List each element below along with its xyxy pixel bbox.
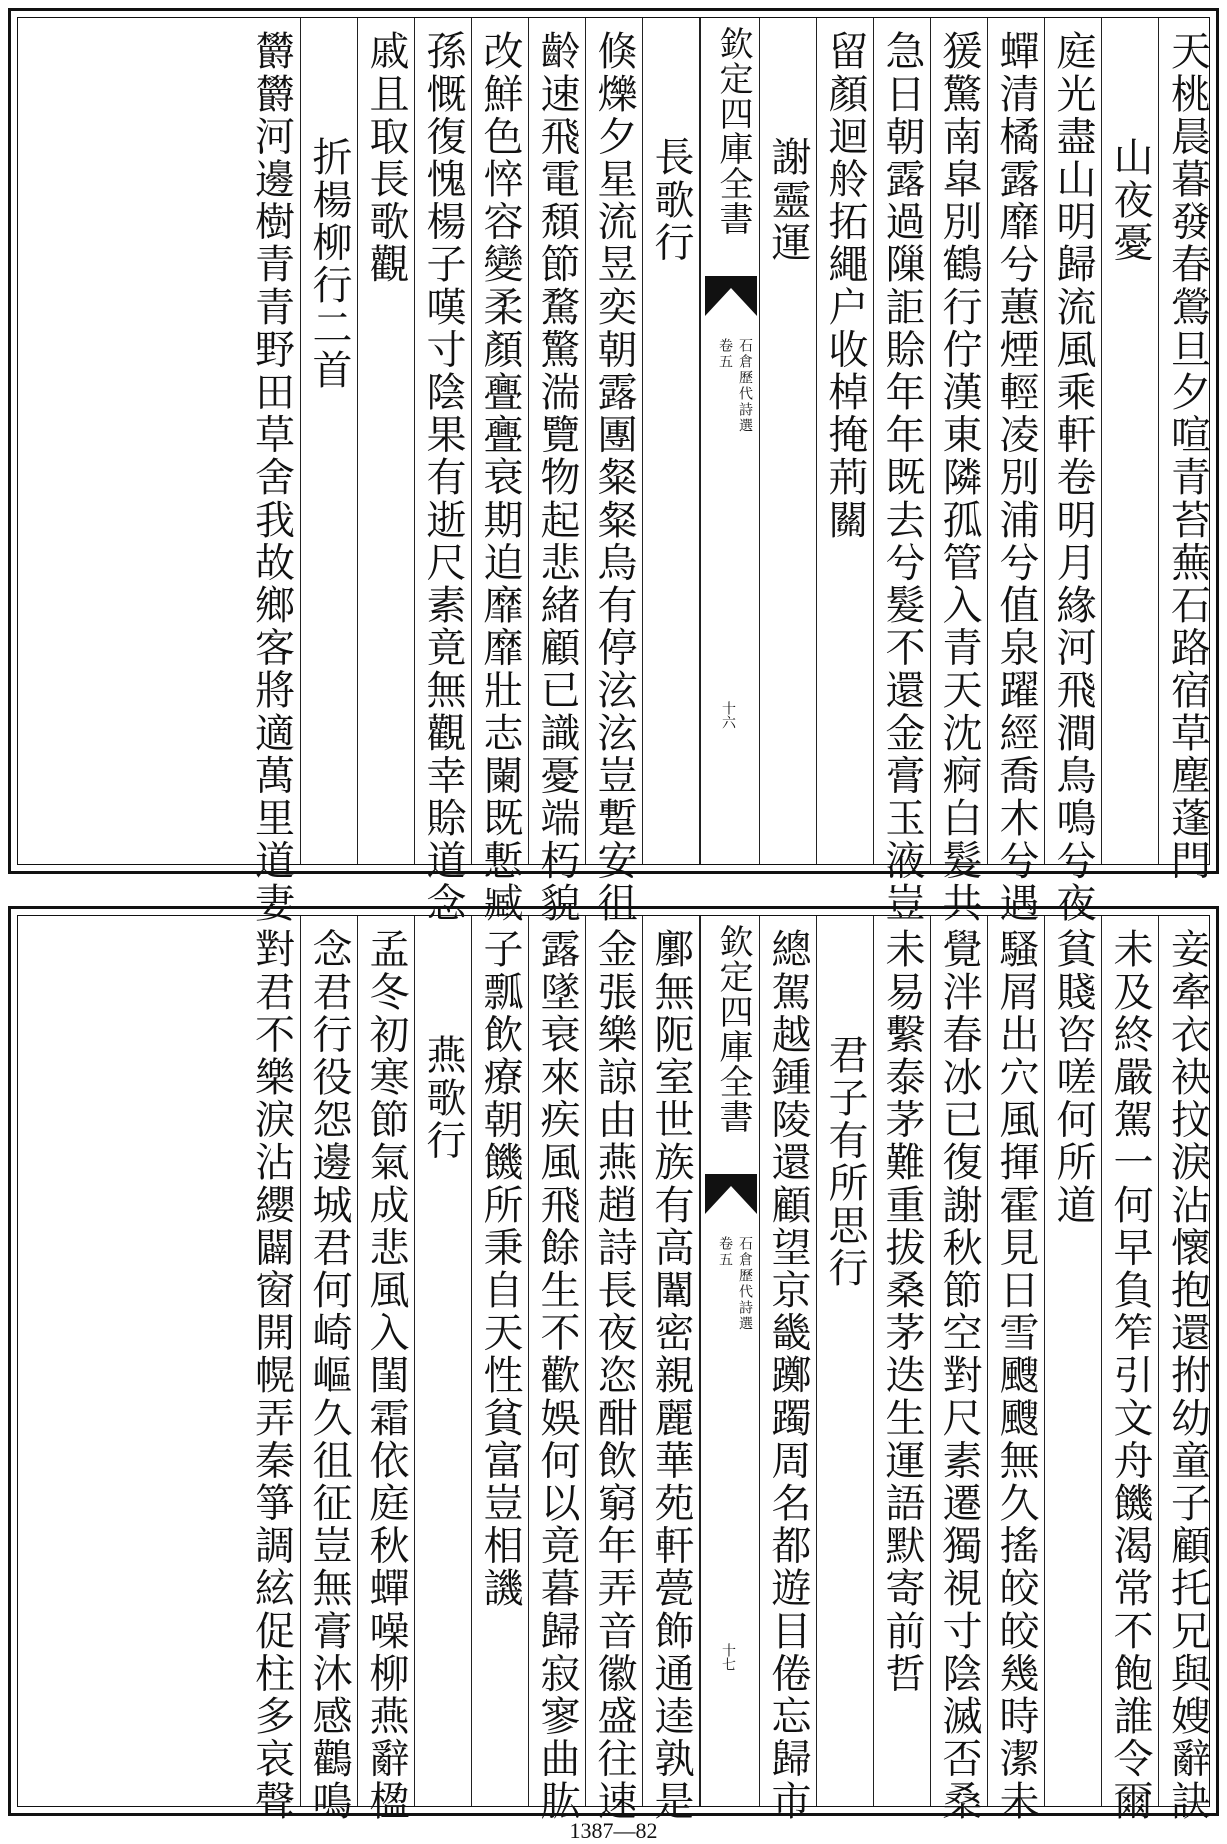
fold-book-title: 石倉歷代詩選 <box>737 338 753 434</box>
text-column <box>1045 916 1102 1806</box>
column-text: 未易繫泰茅難重拔桑茅迭生運語默寄前哲 <box>879 928 925 1695</box>
column-text: 鄽無阨室世族有高闈密親麗華苑軒甍飾通逵孰是 <box>648 928 694 1823</box>
column-text: 金張樂諒由燕趙詩長夜恣酣飲窮年弄音徽盛往速 <box>591 928 637 1823</box>
column-text: 天桃晨暮發春鶯旦夕喧青苔蕪石路宿草塵蓬門 <box>1164 30 1211 882</box>
author-column <box>760 18 817 864</box>
text-column <box>358 916 415 1823</box>
text-column <box>1045 18 1102 925</box>
text-column <box>1102 916 1159 1823</box>
text-column <box>18 916 301 1823</box>
column-text: 子瓢飲療朝饑所秉自天性貧富豈相譏 <box>477 928 523 1610</box>
column-text: 未及終嚴駕一何早負笮引文舟饑渴常不飽誰令爾 <box>1107 928 1153 1823</box>
poem-title-column <box>1102 18 1159 864</box>
column-text: 蟬清橘露靡兮蕙煙輕凌別浦兮值泉躍經喬木兮遇 <box>993 30 1039 925</box>
column-text: 急日朝露過隟詎賒年年既去兮髮不還金膏玉液豈 <box>879 30 925 925</box>
fold-column <box>700 18 760 864</box>
text-column <box>931 916 988 1823</box>
poem-title-column <box>301 18 358 864</box>
poem-title: 山夜憂 <box>1107 136 1153 264</box>
text-column <box>529 18 586 925</box>
poem-title-column <box>643 18 700 864</box>
fold-juan: 卷五 <box>717 338 733 370</box>
text-column <box>1159 916 1216 1823</box>
text-column <box>586 18 643 925</box>
text-column <box>988 916 1045 1823</box>
fold-book-title: 石倉歷代詩選 <box>737 1236 753 1332</box>
text-column <box>472 916 529 1806</box>
column-text: 戚且取長歌觀 <box>363 30 409 286</box>
column-text: 倏爍夕星流昱奕朝露團粲粲烏有停泫泫豈蹔安徂 <box>591 30 637 925</box>
poem-title: 君子有所思行 <box>822 1034 868 1290</box>
fold-page-number: 十七 <box>720 1643 736 1671</box>
text-column <box>874 916 931 1806</box>
page-block-bottom <box>8 906 1219 1823</box>
poem-title: 折楊柳行二首 <box>306 136 352 392</box>
column-text: 孫慨復愧楊子嘆寸陰果有逝尺素竟無觀幸賒道念 <box>420 30 466 925</box>
poem-title-column <box>415 916 472 1806</box>
column-text: 覺泮春冰已復謝秋節空對尺素遷獨視寸陰滅否桑 <box>936 928 982 1823</box>
column-text: 貧賤咨嗟何所道 <box>1050 928 1096 1227</box>
column-text: 齡速飛電頹節騖驚湍覽物起悲緒顧已識憂端朽貌 <box>534 30 580 925</box>
text-column <box>988 18 1045 925</box>
text-column <box>301 916 358 1823</box>
poem-title-column <box>817 916 874 1806</box>
text-column <box>18 18 301 925</box>
fish-tail-ornament <box>705 276 757 316</box>
block-frame-top <box>17 17 1211 925</box>
column-text: 露墜衰來疾風飛餘生不歡娛何以竟暮歸寂寥曲肱 <box>534 928 580 1823</box>
fish-tail-ornament <box>705 1174 757 1214</box>
block-frame-bottom <box>17 915 1211 1823</box>
text-column <box>415 18 472 925</box>
poem-title: 長歌行 <box>648 136 694 264</box>
page-number-footer: 1387—82 <box>569 1818 658 1843</box>
text-column <box>760 916 817 1823</box>
fold-page-number: 十六 <box>720 701 736 729</box>
column-text: 總駕越鍾陵還顧望京畿躑躅周名都遊目倦忘歸市 <box>765 928 811 1823</box>
column-text: 念君行役怨邊城君何崎嶇久徂征豈無膏沐感鸛鳴 <box>306 928 352 1823</box>
text-column <box>472 18 529 925</box>
author-name: 謝靈運 <box>765 136 811 264</box>
text-column <box>643 916 700 1823</box>
column-text: 欝欝河邊樹青青野田草舍我故鄉客將適萬里道妻 <box>248 30 295 925</box>
text-column <box>586 916 643 1823</box>
page-block-top <box>8 8 1219 925</box>
fold-juan: 卷五 <box>717 1236 733 1268</box>
fold-title: 欽定四庫全書 <box>713 26 753 236</box>
text-column <box>358 18 415 864</box>
text-column <box>817 18 874 864</box>
fold-column <box>700 916 760 1806</box>
text-column <box>1159 18 1216 882</box>
column-text: 妾牽衣袂抆淚沾懷抱還拊幼童子顧托兄與嫂辭訣 <box>1164 928 1211 1823</box>
text-column <box>874 18 931 925</box>
column-text: 對君不樂淚沾纓闢窗開幌弄秦箏調絃促柱多哀聲 <box>248 928 295 1823</box>
poem-title: 燕歌行 <box>420 1034 466 1162</box>
column-text: 庭光盡山明歸流風乘軒卷明月緣河飛澗鳥鳴兮夜 <box>1050 30 1096 925</box>
column-text: 孟冬初寒節氣成悲風入閨霜依庭秋蟬噪柳燕辭楹 <box>363 928 409 1823</box>
column-text: 改鮮色悴容變柔顏亹亹衰期迫靡靡壯志闌既慙臧 <box>477 30 523 925</box>
fold-title: 欽定四庫全書 <box>713 924 753 1134</box>
text-column <box>931 18 988 925</box>
column-text: 騷屑出穴風揮霍見日雪颼颼無久搖皎皎幾時潔未 <box>993 928 1039 1823</box>
column-text: 猨驚南皐別鶴行佇漢東隣孤管入青天沈痾白髮共 <box>936 30 982 925</box>
text-column <box>529 916 586 1823</box>
column-text: 留顏迴舲拓繩户收棹掩荊關 <box>822 30 868 542</box>
